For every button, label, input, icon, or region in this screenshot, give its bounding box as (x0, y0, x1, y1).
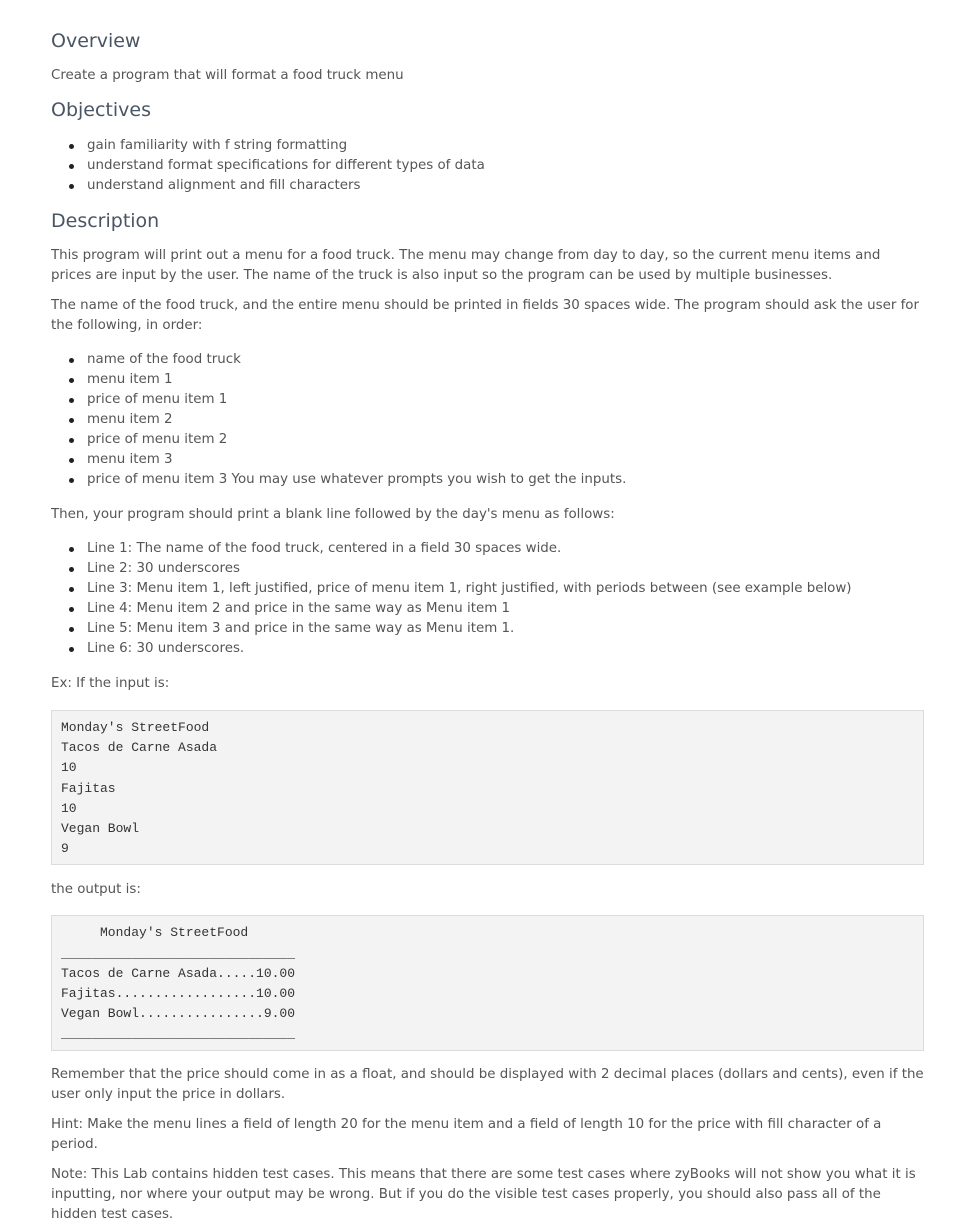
description-paragraph: Then, your program should print a blank line followed by the day's menu as follows: (51, 507, 615, 522)
code-line: Monday's StreetFood (61, 925, 296, 941)
note-paragraph: Note: This Lab contains hidden test cases. This means that there are some test cases where zyBooks will not show you what it is inputting, nor where your output may be wrong. But if you do the visible test cases properly, you should also pass all of the hidden test cases. (51, 1166, 916, 1222)
code-line: Monday's StreetFood (61, 720, 210, 735)
list-item: menu item 1 (87, 370, 924, 390)
example-output-label: the output is: (51, 882, 141, 898)
list-item: understand alignment and fill characters (87, 176, 924, 196)
code-line: Fajitas (61, 780, 116, 796)
list-item: Line 6: 30 underscores. (87, 639, 924, 659)
code-line: Tacos de Carne Asada (61, 740, 218, 756)
example-output-block (51, 915, 924, 1050)
code-line: Tacos de Carne Asada.....10.00 (61, 965, 296, 981)
code-line: 9 (61, 841, 69, 857)
code-line: ______________________________ (61, 1026, 296, 1042)
example-input-label: Ex: If the input is: (51, 676, 170, 691)
objectives-list (51, 136, 924, 196)
list-item: price of menu item 1 (87, 390, 924, 410)
description-heading: Description (51, 210, 160, 232)
description-paragraph: The name of the food truck, and the entire menu should be printed in fields 30 spaces wide. The program should ask the user for the following, in order: (51, 298, 920, 333)
output-lines-list (51, 539, 924, 659)
list-item: Line 1: The name of the food truck, centered in a field 30 spaces wide. (87, 539, 924, 559)
list-item: name of the food truck (87, 350, 924, 370)
overview-heading: Overview (51, 30, 141, 52)
list-item: price of menu item 2 (87, 430, 924, 450)
list-item: Line 4: Menu item 2 and price in the same way as Menu item 1 (87, 599, 924, 619)
code-line: Vegan Bowl (61, 821, 140, 837)
list-item: price of menu item 3 You may use whatever prompts you wish to get the inputs. (87, 470, 924, 490)
hint-paragraph: Hint: Make the menu lines a field of length 20 for the menu item and a field of length 10 for the price with fill character of a period. (51, 1116, 882, 1152)
list-item: Line 2: 30 underscores (87, 559, 924, 579)
remember-paragraph: Remember that the price should come in as a float, and should be displayed with 2 decimal places (dollars and cents), even if the user only input the price in dollars. (51, 1066, 924, 1102)
description-paragraph: This program will print out a menu for a food truck. The menu may change from day to day, so the current menu items and prices are input by the user. The name of the truck is also input so the program can be used by multiple businesses. (51, 248, 881, 283)
objectives-heading: Objectives (51, 99, 151, 121)
code-line: 10 (61, 800, 77, 816)
list-item: understand format specifications for different types of data (87, 156, 924, 176)
code-line: ______________________________ (61, 945, 296, 961)
overview-text: Create a program that will format a food truck menu (51, 68, 404, 83)
list-item: menu item 3 (87, 450, 924, 470)
example-input-block (51, 710, 924, 865)
list-item: Line 5: Menu item 3 and price in the same way as Menu item 1. (87, 619, 924, 639)
list-item: menu item 2 (87, 410, 924, 430)
code-line: Fajitas..................10.00 (61, 986, 296, 1002)
code-line: Vegan Bowl................9.00 (61, 1006, 296, 1022)
list-item: gain familiarity with f string formatting (87, 136, 924, 156)
code-line: 10 (61, 760, 77, 776)
inputs-list (51, 350, 924, 490)
list-item: Line 3: Menu item 1, left justified, price of menu item 1, right justified, with periods between (see example below) (87, 579, 924, 599)
